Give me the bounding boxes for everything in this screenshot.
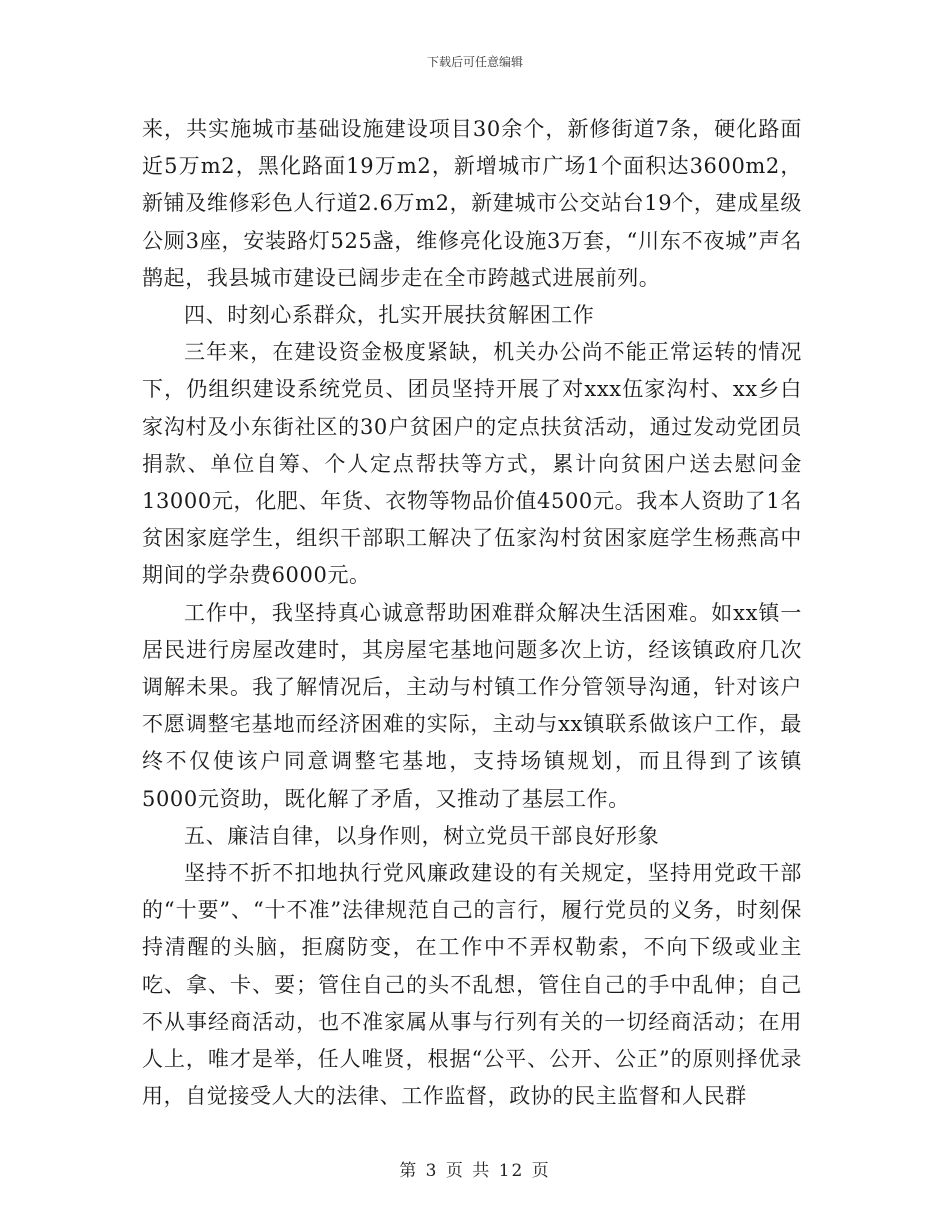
section-heading: 四、时刻心系群众，扎实开展扶贫解困工作: [184, 303, 595, 328]
page-header: 下载后可任意编辑: [426, 55, 523, 69]
paragraph: 三年来，在建设资金极度紧缺，机关办公尚不能正常运转的情况下，仍组织建设系统党员、团员坚持开展了对xxx伍家沟村、xx乡白家沟村及小东街社区的30户贫困户的定点扶贫活动，通过发动党团员捐款、单位自筹、个人定点帮扶等方式，累计向贫困户送去慰问金13000元，化肥、年货、衣物等物品价值4500元。我本人资助了1名贫困家庭学生，组织干部职工解决了伍家沟村贫困家庭学生杨燕高中期间的学杂费6000元。: [142, 340, 802, 588]
paragraph: 来，共实施城市基础设施建设项目30余个，新修街道7条，硬化路面近5万m2，黑化路面19万m2，新增城市广场1个面积达3600m2，新铺及维修彩色人行道2.6万m2，新建城市公交站台19个，建成星级公厕3座，安装路灯525盏，维修亮化设施3万套，“川东不夜城”声名鹊起，我县城市建设已阔步走在全市跨越式进展前列。: [142, 117, 802, 290]
page-number-footer: 第 3 页 共 12 页: [399, 1161, 551, 1181]
section-heading: 五、廉洁自律，以身作则，树立党员干部良好形象: [184, 823, 660, 848]
paragraph: 工作中，我坚持真心诚意帮助困难群众解决生活困难。如xx镇一居民进行房屋改建时，其房屋宅基地问题多次上访，经该镇政府几次调解未果。我了解情况后，主动与村镇工作分管领导沟通，针对该户不愿调整宅基地而经济困难的实际，主动与xx镇联系做该户工作，最终不仅使该户同意调整宅基地，支持场镇规划，而且得到了该镇5000元资助，既化解了矛盾，又推动了基层工作。: [142, 600, 802, 811]
document-body: [142, 111, 802, 1115]
paragraph: 坚持不折不扣地执行党风廉政建设的有关规定，坚持用党政干部的“十要”、“十不准”法律规范自己的言行，履行党员的义务，时刻保持清醒的头脑，拒腐防变，在工作中不弄权勒索，不向下级或业主吃、拿、卡、要；管住自己的头不乱想，管住自己的手中乱伸；自己不从事经商活动，也不准家属从事与行列有关的一切经商活动；在用人上，唯才是举，任人唯贤，根据“公平、公开、公正”的原则择优录用，自觉接受人大的法律、工作监督，政协的民主监督和人民群: [142, 861, 802, 1109]
